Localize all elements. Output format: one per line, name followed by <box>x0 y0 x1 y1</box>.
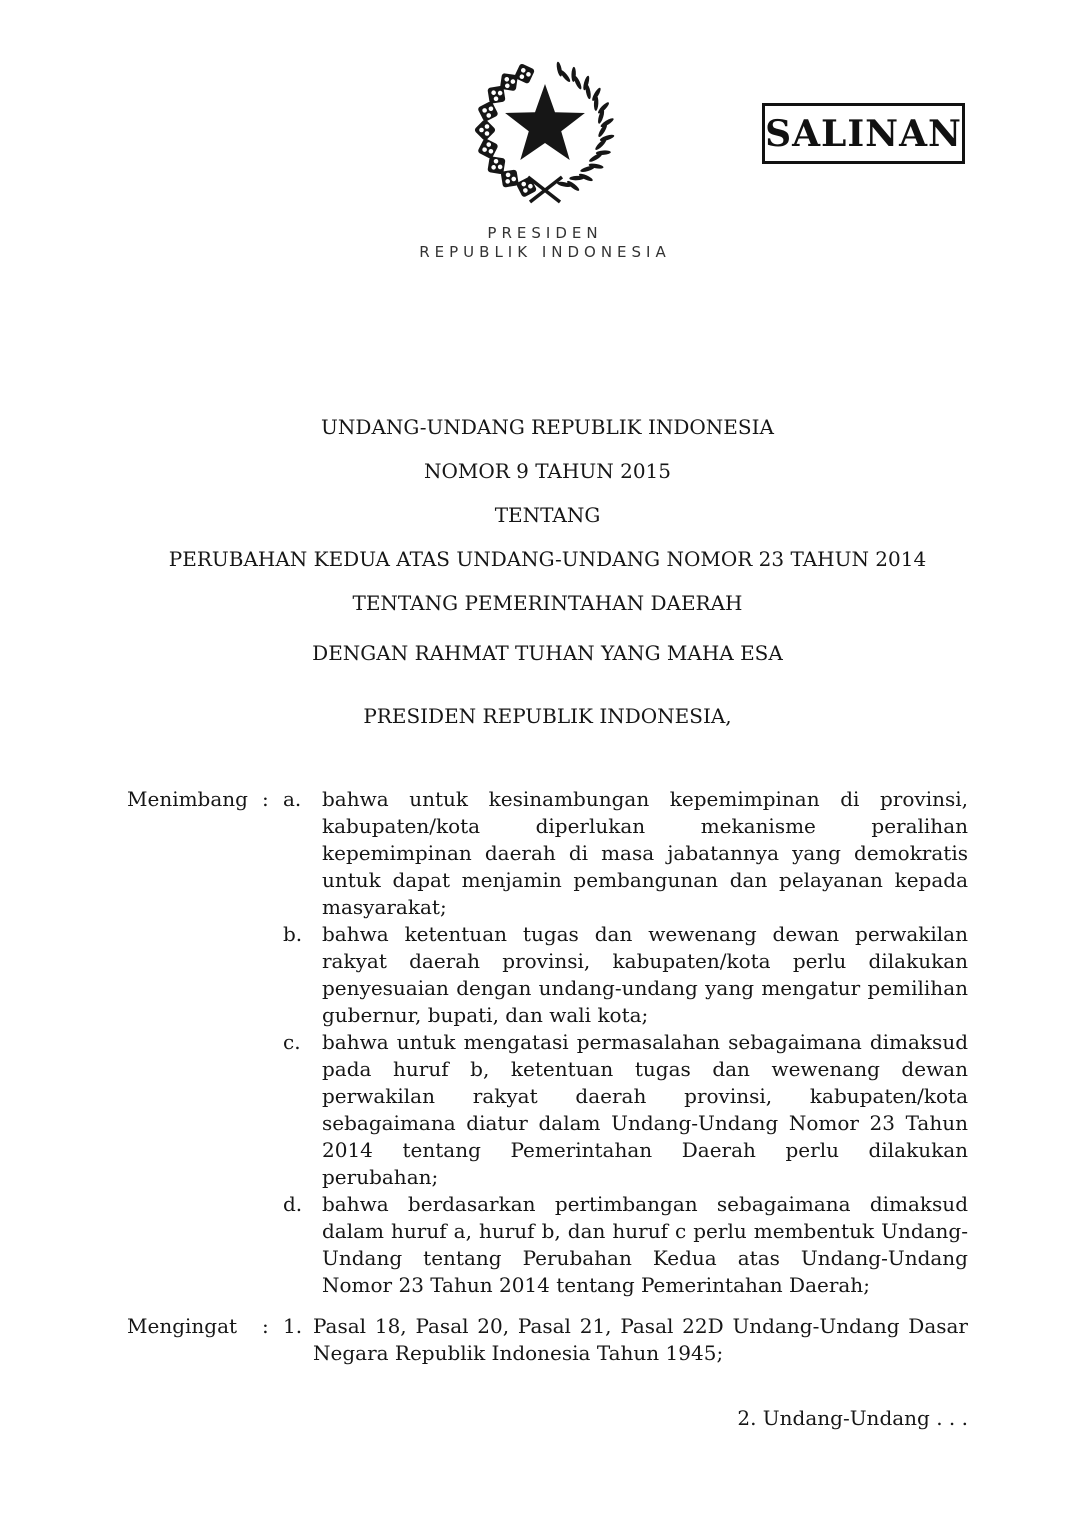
presidential-seal-icon <box>472 58 618 208</box>
title-line-4: PERUBAHAN KEDUA ATAS UNDANG-UNDANG NOMOR 23 TAHUN 2014 <box>168 547 927 571</box>
considering-item-b <box>127 921 968 1029</box>
item-marker-d: d. <box>283 1192 303 1216</box>
considering-item-d <box>127 1191 968 1299</box>
considering-item-c <box>127 1029 968 1191</box>
considering-label: Menimbang <box>127 787 248 811</box>
title-line-3: TENTANG <box>494 503 601 527</box>
recalling-section <box>127 1313 968 1367</box>
title-line-2: NOMOR 9 TAHUN 2015 <box>423 459 671 483</box>
invocation-line: DENGAN RAHMAT TUHAN YANG MAHA ESA <box>312 641 783 665</box>
salinan-stamp-label: SALINAN <box>765 112 962 155</box>
title-block <box>127 416 968 614</box>
considering-item-a <box>127 786 968 921</box>
item-text-d: bahwa berdasarkan pertimbangan sebagaimana dimaksud dalam huruf a, huruf b, dan huruf c perlu membentuk Undang-Undang tentang Perubahan Kedua atas Undang-Undang Nomor 23 Tahun 2014 tentang Pemerintahan Daerah; <box>322 1192 968 1297</box>
considering-section <box>127 786 968 1367</box>
item-marker-1: 1. <box>283 1314 303 1338</box>
item-text-1: Pasal 18, Pasal 20, Pasal 21, Pasal 22D Undang-Undang Dasar Negara Republik Indonesia Tahun 1945; <box>313 1314 968 1365</box>
letterhead-republik-indonesia: REPUBLIK INDONESIA <box>419 243 671 261</box>
title-line-5: TENTANG PEMERINTAHAN DAERAH <box>352 591 743 615</box>
letterhead <box>0 224 1080 262</box>
item-text-a: bahwa untuk kesinambungan kepemimpinan di provinsi, kabupaten/kota diperlukan mekanisme peralihan kepemimpinan daerah di masa jabatannya yang demokratis untuk dapat menjamin pembangunan dan pelayanan kepada masyarakat; <box>322 787 968 919</box>
letterhead-presiden: PRESIDEN <box>487 224 603 242</box>
item-marker-c: c. <box>283 1030 301 1054</box>
item-marker-b: b. <box>283 922 303 946</box>
item-text-c: bahwa untuk mengatasi permasalahan sebagaimana dimaksud pada huruf b, ketentuan tugas dan wewenang dewan perwakilan rakyat daerah provinsi, kabupaten/kota sebagaimana diatur dalam Undang-Undang Nomor 23 Tahun 2014 tentang Pemerintahan Daerah perlu dilakukan perubahan; <box>322 1030 968 1189</box>
salinan-stamp <box>762 103 965 164</box>
title-line-1: UNDANG-UNDANG REPUBLIK INDONESIA <box>321 415 774 439</box>
recalling-label: Mengingat <box>127 1314 238 1338</box>
catchword: 2. Undang-Undang . . . <box>737 1406 968 1430</box>
item-text-b: bahwa ketentuan tugas dan wewenang dewan perwakilan rakyat daerah provinsi, kabupaten/kota perlu dilakukan penyesuaian dengan undang-undang yang mengatur pemilihan gubernur, bupati, dan wali kota; <box>322 922 968 1027</box>
recalling-item-1 <box>127 1313 968 1367</box>
item-marker-a: a. <box>283 787 302 811</box>
colon-separator: : <box>262 787 269 811</box>
colon-separator: : <box>262 1314 269 1338</box>
enacting-authority-line: PRESIDEN REPUBLIK INDONESIA, <box>363 704 732 728</box>
